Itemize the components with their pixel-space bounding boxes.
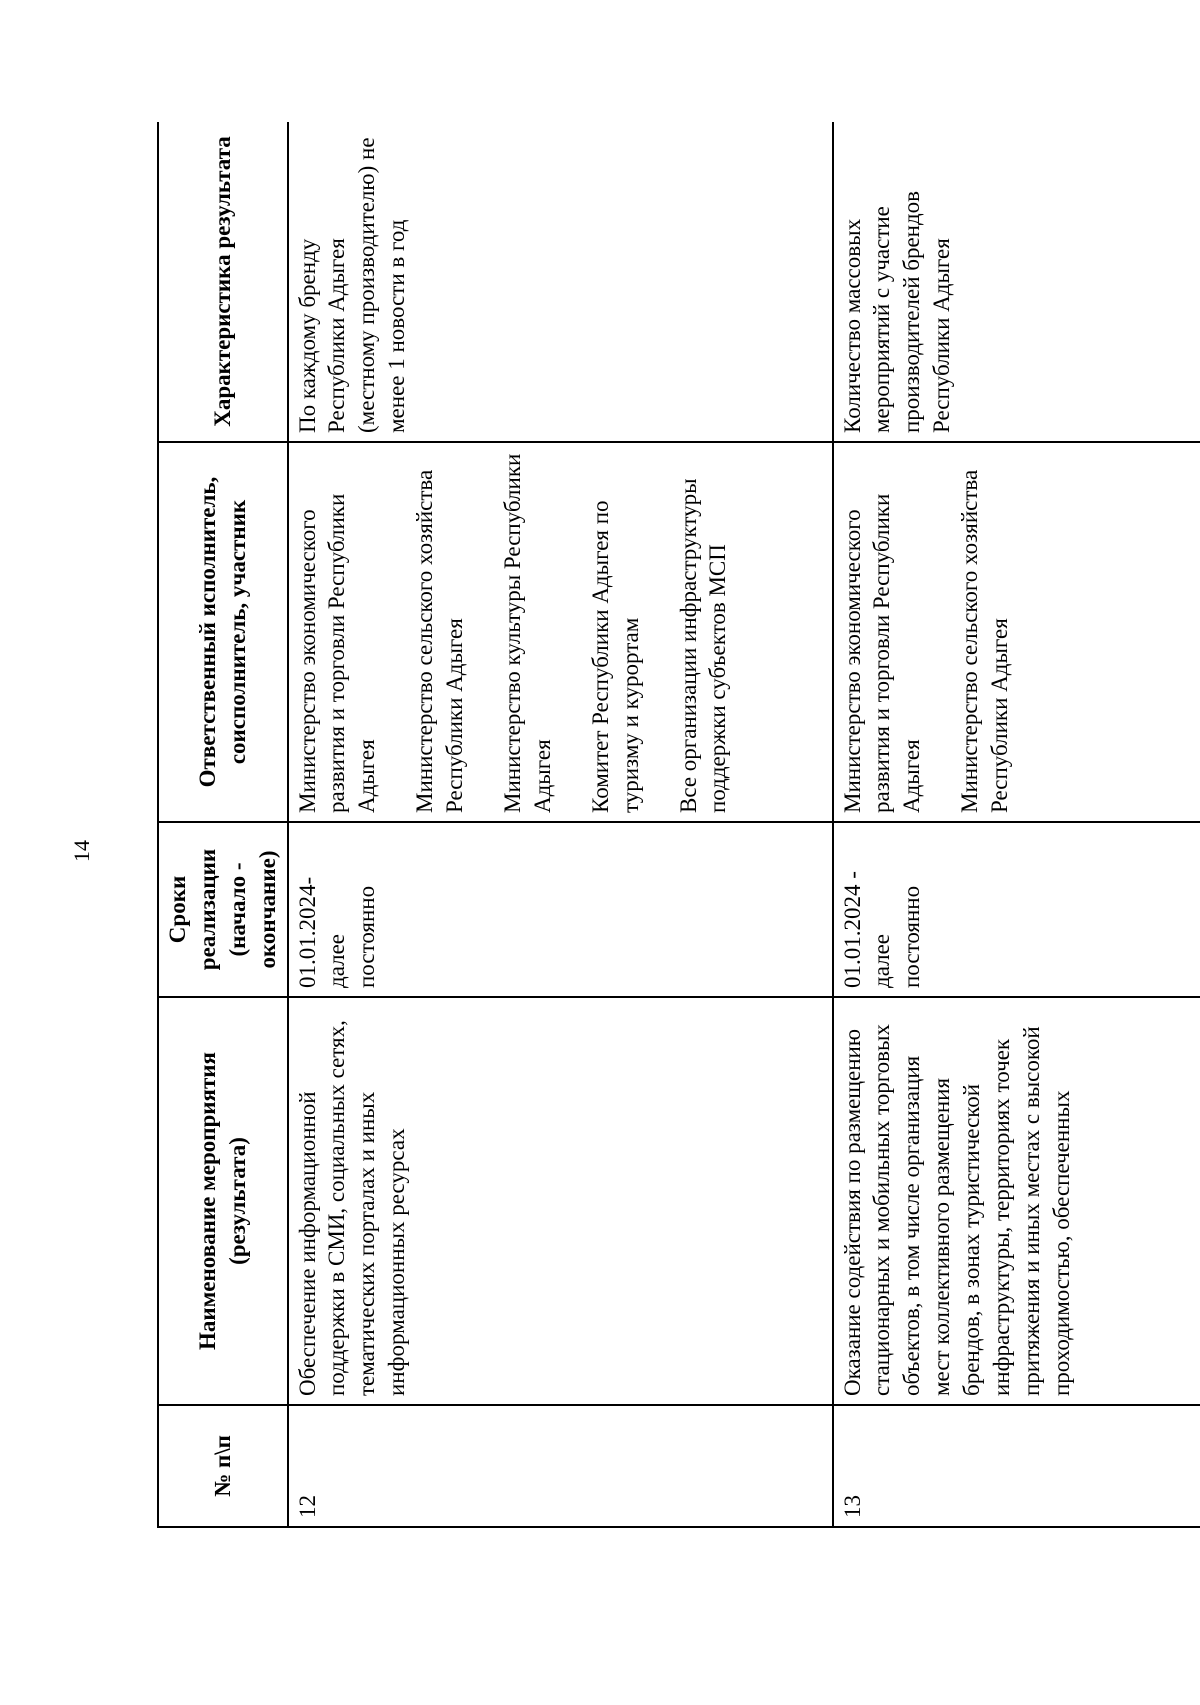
executor-item: Министерство сельского хозяйства Республики Адыгея (957, 469, 1013, 813)
event-characteristic: По каждому бренду Республики Адыгея (местному производителю) не менее 1 новости в год (288, 122, 833, 442)
executor-item: Министерство экономического развития и торговли Республики Адыгея (839, 493, 925, 813)
event-name: Оказание содействия по размещению стационарных и мобильных торговых объектов, в том числе организация мест коллективного размещения брендов, в зонах туристической инфраструктуры, территориях точек притяжения и иных местах с высокой проходимостью, обеспеченных (833, 997, 1200, 1405)
executor-item: Министерство сельского хозяйства Республики Адыгея (412, 469, 468, 813)
document-table-frame (157, 122, 1200, 1528)
header-name: Наименование мероприятия (результата) (158, 997, 288, 1405)
header-characteristic: Характеристика результата (158, 122, 288, 442)
header-executor: Ответственный исполнитель, соисполнитель, участник (158, 442, 288, 822)
header-num: № п\п (158, 1405, 288, 1527)
executor-item: Комитет Республики Адыгея по туризму и курортам (587, 500, 643, 813)
row-number: 12 (288, 1405, 833, 1527)
event-executors (833, 442, 1200, 822)
page-number: 14 (69, 840, 94, 862)
header-term: Сроки реализации (начало - окончание) (158, 822, 288, 997)
event-executors (288, 442, 833, 822)
table-header-row (158, 122, 288, 1527)
executor-item: Министерство культуры Республики Адыгея (500, 453, 555, 813)
events-table (157, 122, 1200, 1528)
event-name: Обеспечение информационной поддержки в СМИ, социальных сетях, тематических порталах и иных информационных ресурсах (288, 997, 833, 1405)
event-term: 01.01.2024- далее постоянно (288, 822, 833, 997)
table-row (288, 122, 833, 1527)
table-row (833, 122, 1200, 1527)
executor-item: Министерство экономического развития и торговли Республики Адыгея (294, 493, 380, 813)
event-term: 01.01.2024 - далее постоянно (833, 822, 1200, 997)
event-characteristic: Количество массовых мероприятий с участие производителей брендов Республики Адыгея (833, 122, 1200, 442)
row-number: 13 (833, 1405, 1200, 1527)
executor-item: Все организации инфраструктуры поддержки субъектов МСП (675, 478, 731, 813)
rotated-table-wrapper (157, 122, 1200, 1528)
